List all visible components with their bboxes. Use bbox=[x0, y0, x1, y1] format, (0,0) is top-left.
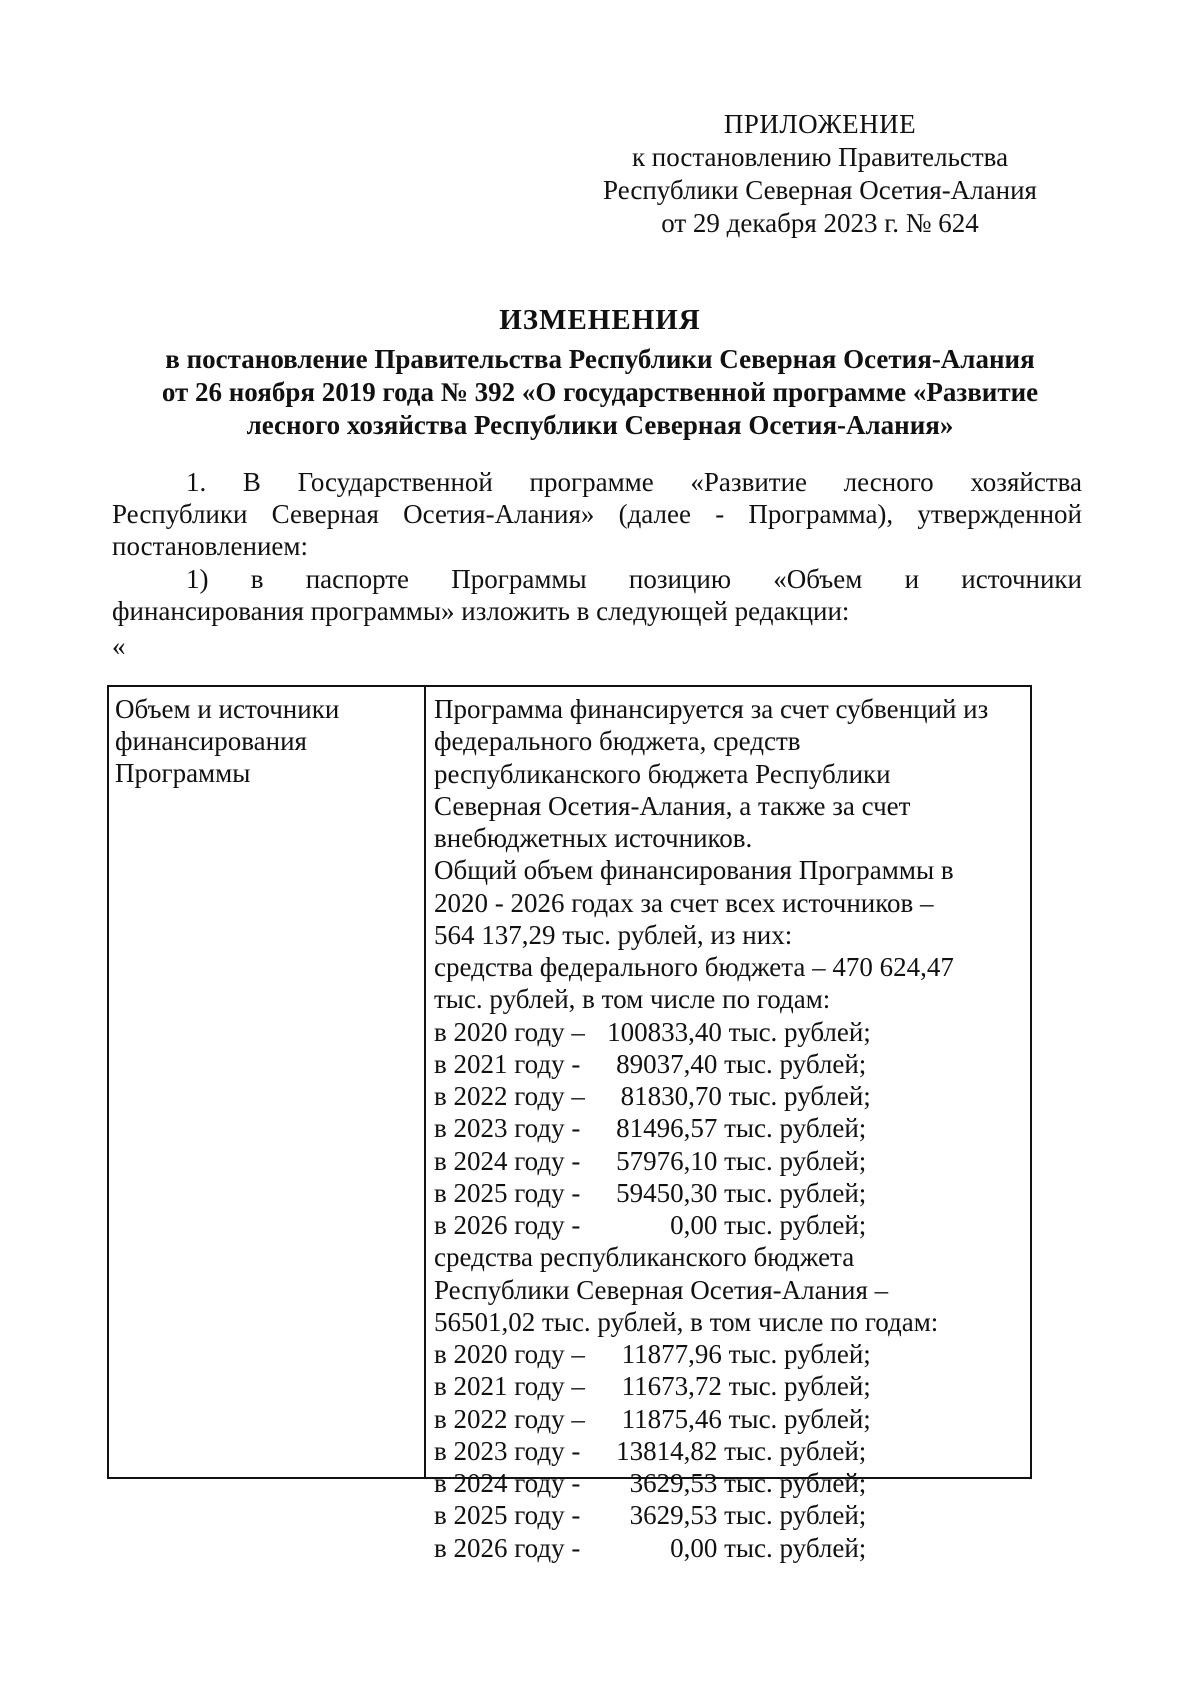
amount-unit: тыс. рублей; bbox=[717, 1532, 867, 1563]
year-label: в 2022 году – bbox=[434, 1081, 585, 1111]
amount-unit: тыс. рублей; bbox=[721, 1339, 871, 1369]
amount-value: 89037,40 bbox=[616, 1048, 718, 1079]
amount-unit: тыс. рублей; bbox=[717, 1145, 867, 1176]
table-text-line: 2020 - 2026 годах за счет всех источников – bbox=[434, 887, 934, 918]
table-text-line: Программа финансируется за счет субвенций из bbox=[434, 694, 989, 724]
amount-value: 100833,40 bbox=[607, 1016, 722, 1047]
year-label: в 2024 году - bbox=[434, 1468, 581, 1498]
table-text-line: Общий объем финансирования Программы в bbox=[434, 855, 954, 886]
table-text-line: средства республиканского бюджета bbox=[434, 1242, 855, 1273]
regional-year-row bbox=[434, 1532, 1024, 1564]
amount-value: 57976,10 bbox=[616, 1145, 718, 1176]
amount-unit: тыс. рублей; bbox=[717, 1435, 867, 1466]
table-label-line: Программы bbox=[115, 758, 251, 788]
appendix-block bbox=[560, 108, 1080, 240]
appendix-title: ПРИЛОЖЕНИЕ bbox=[723, 109, 917, 139]
table-text-line: 56501,02 тыс. рублей, в том числе по годам: bbox=[434, 1306, 939, 1337]
financing-table bbox=[107, 685, 1032, 1563]
table-label-line: Объем и источники bbox=[115, 694, 340, 724]
federal-year-row bbox=[434, 1048, 1024, 1080]
regional-year-row bbox=[434, 1370, 1024, 1402]
year-label: в 2023 году - bbox=[434, 1435, 581, 1466]
paragraph-line: 1. В Государственной программе «Развитие лесного хозяйства bbox=[186, 467, 1082, 497]
heading-line: в постановление Правительства Республики Северная Осетия-Алания bbox=[165, 344, 1035, 374]
federal-year-row bbox=[434, 1145, 1024, 1177]
year-label: в 2021 году – bbox=[434, 1371, 585, 1402]
year-label: в 2020 году – bbox=[434, 1339, 585, 1369]
federal-year-row bbox=[434, 1209, 1024, 1241]
appendix-line: к постановлению Правительства bbox=[631, 142, 1009, 172]
table-text-line: 564 137,29 тыс. рублей, из них: bbox=[434, 919, 793, 950]
paragraph-line: Республики Северная Осетия-Алания» (далее - Программа), утвержденной bbox=[112, 499, 1082, 529]
heading-line: от 26 ноября 2019 года № 392 «О государственной программе «Развитие bbox=[161, 377, 1039, 407]
year-label: в 2021 году - bbox=[434, 1048, 581, 1079]
federal-year-row bbox=[434, 1080, 1024, 1112]
paragraph-line: 1) в паспорте Программы позицию «Объем и источники bbox=[186, 564, 1082, 594]
table-label-line: финансирования bbox=[115, 726, 307, 756]
amount-unit: тыс. рублей; bbox=[717, 1048, 867, 1079]
amount-value: 11673,72 bbox=[621, 1371, 722, 1402]
regional-year-row bbox=[434, 1467, 1024, 1499]
table-left-cell bbox=[115, 693, 415, 789]
table-right-cell bbox=[434, 693, 1024, 1564]
amount-unit: тыс. рублей; bbox=[717, 1468, 867, 1498]
heading-line: лесного хозяйства Республики Северная Осетия-Алания» bbox=[246, 410, 954, 440]
year-label: в 2024 году - bbox=[434, 1145, 581, 1176]
regional-year-row bbox=[434, 1403, 1024, 1435]
table-text-line: Республики Северная Осетия-Алания – bbox=[434, 1274, 889, 1305]
year-label: в 2023 году - bbox=[434, 1113, 581, 1144]
regional-year-row bbox=[434, 1435, 1024, 1467]
table-text-line: тыс. рублей, в том числе по годам: bbox=[434, 984, 831, 1015]
regional-year-row bbox=[434, 1499, 1024, 1531]
year-label: в 2025 году - bbox=[434, 1177, 581, 1208]
amount-unit: тыс. рублей; bbox=[717, 1210, 867, 1240]
year-label: в 2026 году - bbox=[434, 1532, 581, 1563]
table-text-line: федерального бюджета, средств bbox=[434, 726, 801, 757]
table-text-line: Северная Осетия-Алания, а также за счет bbox=[434, 790, 911, 821]
amount-value: 13814,82 bbox=[616, 1435, 718, 1466]
regional-year-row bbox=[434, 1338, 1024, 1370]
appendix-line: Республики Северная Осетия-Алания bbox=[603, 175, 1037, 205]
amount-value: 3629,53 bbox=[629, 1468, 718, 1498]
amount-unit: тыс. рублей; bbox=[721, 1371, 871, 1402]
heading-title: ИЗМЕНЕНИЯ bbox=[499, 304, 701, 336]
amount-value: 11875,46 bbox=[621, 1403, 722, 1434]
opening-quote: « bbox=[112, 631, 126, 661]
column-divider bbox=[424, 687, 426, 1477]
amount-value: 81830,70 bbox=[620, 1081, 722, 1111]
amount-value: 3629,53 bbox=[629, 1500, 718, 1531]
amount-value: 81496,57 bbox=[616, 1113, 718, 1144]
federal-year-row bbox=[434, 1112, 1024, 1144]
paragraph-line: финансирования программы» изложить в следующей редакции: bbox=[112, 596, 850, 626]
table-text-line: средства федерального бюджета – 470 624,47 bbox=[434, 952, 954, 982]
table-text-line: республиканского бюджета Республики bbox=[434, 758, 891, 789]
amount-unit: тыс. рублей; bbox=[721, 1403, 871, 1434]
amount-unit: тыс. рублей; bbox=[717, 1500, 867, 1531]
amount-unit: тыс. рублей; bbox=[717, 1177, 867, 1208]
amount-value: 59450,30 bbox=[616, 1177, 718, 1208]
federal-year-row bbox=[434, 1177, 1024, 1209]
year-label: в 2020 году – bbox=[434, 1016, 585, 1047]
appendix-date-line: от 29 декабря 2023 г. № 624 bbox=[661, 208, 979, 238]
amount-unit: тыс. рублей; bbox=[721, 1081, 871, 1111]
paragraph-1 bbox=[112, 466, 1082, 562]
paragraph-2 bbox=[112, 563, 1082, 627]
amount-unit: тыс. рублей; bbox=[717, 1113, 867, 1144]
amount-value: 0,00 bbox=[670, 1210, 718, 1240]
amount-value: 0,00 bbox=[670, 1532, 718, 1563]
amount-unit: тыс. рублей; bbox=[721, 1016, 871, 1047]
amount-value: 11877,96 bbox=[621, 1339, 722, 1369]
year-label: в 2025 году - bbox=[434, 1500, 581, 1531]
year-label: в 2026 году - bbox=[434, 1210, 581, 1240]
paragraph-line: постановлением: bbox=[112, 531, 308, 561]
federal-year-row bbox=[434, 1016, 1024, 1048]
year-label: в 2022 году – bbox=[434, 1403, 585, 1434]
table-text-line: внебюджетных источников. bbox=[434, 823, 753, 853]
document-heading bbox=[80, 304, 1120, 442]
